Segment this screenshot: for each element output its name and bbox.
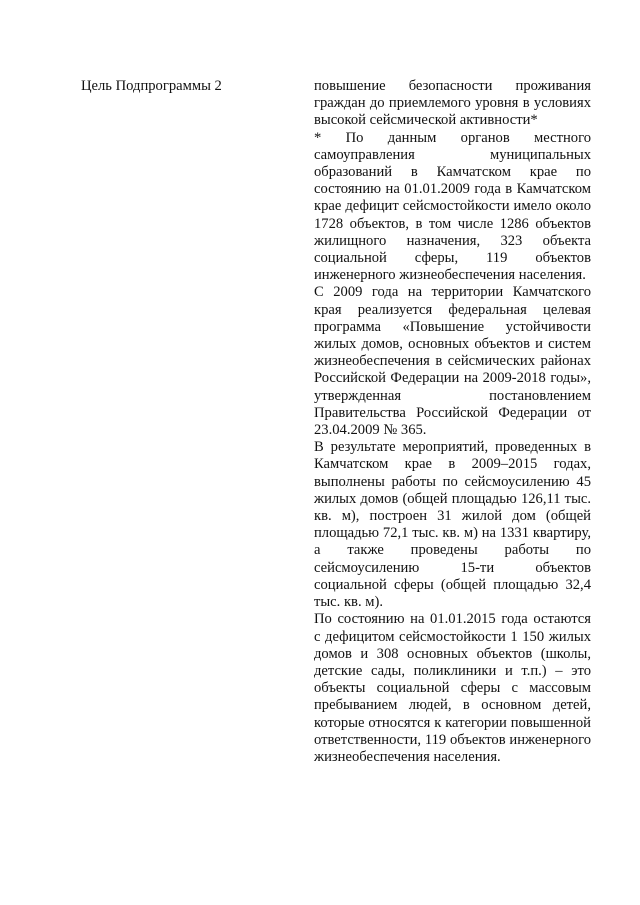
federal-program-paragraph: С 2009 года на территории Камчатского края реализуется федеральная целевая программа «Повышение устойчивости жилых домов, основных объектов и систем жизнеобеспечения в сейсмических районах Российской Федерации на 2009-2018 годы», утвержденная постановлением Правительства Российской Федерации от 23.04.2009 № 365.	[314, 284, 591, 439]
goal-statement: повышение безопасности проживания граждан до приемлемого уровня в условиях высокой сейсмической активности*	[314, 78, 591, 129]
results-paragraph: В результате мероприятий, проведенных в Камчатском крае в 2009–2015 годах, выполнены работы по сейсмоусилению 45 жилых домов (общей площадью 126,11 тыс. кв. м), построен 31 жилой дом (общей площадью 72,1 тыс. кв. м) на 1331 квартиру, а также проведены работы по сейсмоусилению 15-ти объектов социальной сферы (общей площадью 32,4 тыс. кв. м).	[314, 439, 591, 611]
goal-label: Цель Подпрограммы 2	[81, 78, 222, 94]
status-paragraph: По состоянию на 01.01.2015 года остаются с дефицитом сейсмостойкости 1 150 жилых домов и 308 основных объектов (школы, детские сады, поликлиники и т.п.) – это объекты социальной сферы с массовым пребыванием людей, в основном детей, которые относятся к категории повышенной ответственности, 119 объектов инженерного жизнеобеспечения населения.	[314, 611, 591, 765]
goal-description	[314, 78, 591, 766]
footnote-paragraph: * По данным органов местного самоуправления муниципальных образований в Камчатском крае по состоянию на 01.01.2009 года в Камчатском крае дефицит сейсмостойкости имело около 1728 объектов, в том числе 1286 объектов жилищного назначения, 323 объекта социальной сферы, 119 объектов инженерного жизнеобеспечения населения.	[314, 129, 591, 284]
